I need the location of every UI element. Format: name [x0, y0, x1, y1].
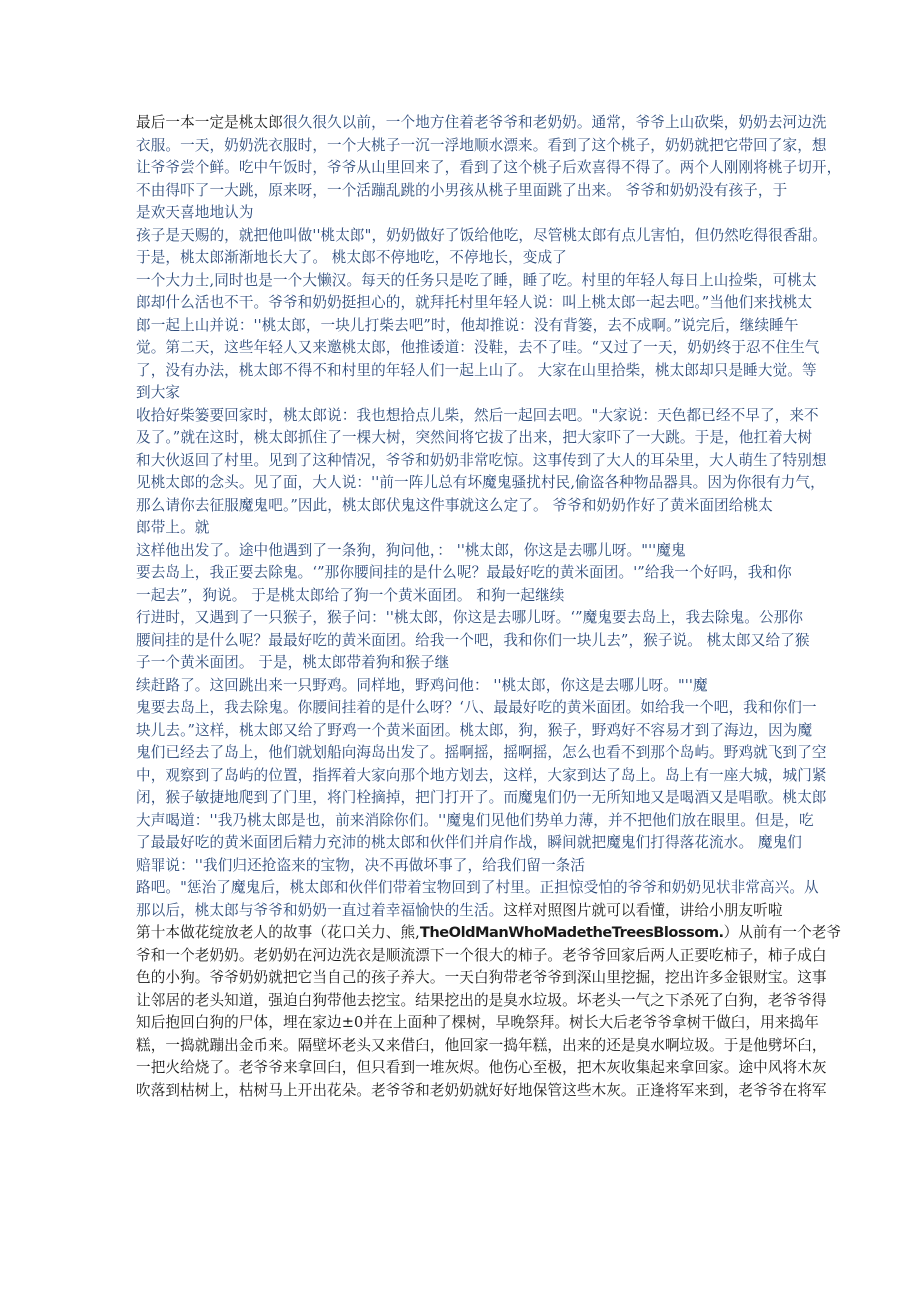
text-line	[136, 135, 827, 158]
text-run: 觉。第二天，这些年轻人又来邀桃太郎，他推诿道：没鞋，去不了哇。“又过了一天，奶奶终于忍不住生气	[136, 339, 820, 356]
text-line	[136, 1012, 819, 1035]
text-run: 鬼要去岛上，我去除鬼。你腰间挂着的是什么呀？‘八、最最好吃的黄米面团。如给我一个吧，我和你们一	[136, 699, 817, 716]
text-run: 见桃太郎的念头。见了面，大人说：''前一阵儿总有坏魔鬼骚扰村民,偷盗各种物品器具。因为你很有力气，	[136, 474, 825, 491]
text-line	[136, 225, 827, 248]
text-line	[136, 900, 786, 923]
text-line	[136, 180, 786, 203]
text-line	[136, 945, 827, 968]
text-run: 最后一本一定是桃太郎	[136, 114, 283, 131]
text-run: 块儿去。”这样，桃太郎又给了野鸡一个黄米面团。桃太郎，狗，猴子，野鸡好不容易才到了海边，因为魔	[136, 721, 813, 739]
text-line	[136, 270, 817, 293]
text-run: 一个大力士,同时也是一个大懒汉。每天的任务只是吃了睡，睡了吃。村里的年轻人每日上山捡柴，可桃太	[136, 271, 817, 289]
text-run: 让邻居的老头知道，强迫白狗带他去挖宝。结果挖出的是臭水垃圾。坏老头一气之下杀死了白狗，老爷爷得	[136, 991, 827, 1009]
text-line	[136, 607, 804, 630]
text-line	[136, 112, 827, 135]
text-run: 不由得吓了一大跳，原来呀，一个活蹦乱跳的小男孩从桃子里面跳了出来。 爷爷和奶奶没有孩子，于	[136, 181, 788, 199]
text-line	[136, 157, 842, 180]
text-run: 大声喝道：''我乃桃太郎是也，前来消除你们。''魔鬼们见他们势单力薄，并不把他们放在眼里。但是，吃	[136, 811, 814, 829]
text-line	[136, 1035, 827, 1058]
text-line	[136, 472, 825, 495]
text-line	[136, 247, 786, 270]
text-line	[136, 990, 827, 1013]
text-line	[136, 967, 827, 990]
text-line	[136, 922, 842, 945]
text-run: 让爷爷尝个鲜。吃中午饭时，爷爷从山里回来了，看到了这个桃子后欢喜得不得了。两个人刚刚将桃子切开，	[136, 159, 842, 176]
text-run: 了最最好吃的黄米面团后精力充沛的桃太郎和伙伴们并肩作战，瞬间就把魔鬼们打得落花流水。 魔鬼们	[136, 834, 802, 851]
text-run: 到大家	[136, 384, 181, 401]
text-line	[136, 405, 819, 428]
text-line	[136, 810, 814, 833]
text-run: 于是，桃太郎渐渐地长大了。 桃太郎不停地吃，不停地长，变成了	[136, 249, 567, 266]
text-line	[136, 540, 786, 563]
text-run: 很久很久以前，一个地方住着老爷爷和老奶奶。通常，爷爷上山砍柴，奶奶去河边洗	[282, 114, 827, 131]
text-run: 爷和一个老奶奶。老奶奶在河边洗衣是顺流漂下一个很大的柿子。老爷爷回家后两人正要吃柿子，柿子成白	[136, 946, 827, 964]
text-line	[136, 877, 819, 900]
text-run: 子一个黄米面团。 于是，桃太郎带着狗和猴子继	[136, 654, 450, 671]
text-line	[136, 427, 813, 450]
text-run: 这样对照图片就可以看懂，讲给小朋友听啦	[503, 901, 783, 919]
text-run: 赔罪说：''我们归还抢盗来的宝物，决不再做坏事了，给我们留一条活	[136, 856, 586, 874]
text-line	[136, 630, 810, 653]
text-run: 闭，猴子敏捷地爬到了门里，将门栓摘掉，把门打开了。而魔鬼们仍一无所知地又是喝酒又是唱歌。桃太郎	[136, 789, 827, 806]
text-run: 孩子是天赐的，就把他叫做''桃太郎"，奶奶做好了饭给他吃，尽管桃太郎有点儿害怕，但仍然吃得很香甜。	[136, 226, 827, 244]
text-run: 衣服。一天，奶奶洗衣服时，一个大桃子一沉一浮地顺水漂来。看到了这个桃子，奶奶就把它带回了家，想	[136, 136, 827, 154]
text-run: 那么请你去征服魔鬼吧。”因此，桃太郎伏鬼这件事就这么定了。 爷爷和奶奶作好了黄米面团给桃太	[136, 496, 773, 514]
text-line	[136, 742, 827, 765]
text-line	[136, 562, 792, 585]
text-line	[136, 765, 827, 788]
document-body	[136, 112, 842, 1102]
text-line	[136, 1057, 827, 1080]
text-run: 收拾好柴篓要回家时，桃太郎说：我也想拾点儿柴，然后一起回去吧。"大家说：天色都已经不早了，来不	[136, 406, 819, 424]
text-run: 要去岛上，我正要去除鬼。‘”那你腰间挂的是什么呢？最最好吃的黄米面团。'”给我一个好吗，我和你	[136, 564, 792, 581]
text-run: ）从前有一个老爷	[723, 924, 842, 941]
text-line	[136, 382, 786, 405]
text-line	[136, 697, 817, 720]
text-run: 及了。”就在这时，桃太郎抓住了一棵大树，突然间将它拔了出来，把大家吓了一大跳。于是，他扛着大树	[136, 429, 813, 446]
text-run: 糕，一捣就蹦出金币来。隔壁坏老头又来借臼，他回家一捣年糕，出来的还是臭水啊垃圾。于是他劈坏臼，	[136, 1036, 827, 1054]
text-run: 一起去”，狗说。 于是桃太郎给了狗一个黄米面团。 和狗一起继续	[136, 586, 565, 604]
text-run: 路吧。"惩治了魔鬼后，桃太郎和伙伴们带着宝物回到了村里。正担惊受怕的爷爷和奶奶见状非常高兴。从	[136, 879, 819, 896]
text-run: 行进时，又遇到了一只猴子，猴子问：''桃太郎，你这是去哪儿呀。‘”魔鬼要去岛上，我去除鬼。公那你	[136, 609, 804, 626]
text-run: 郎却什么活也不干。爷爷和奶奶挺担心的，就拜托村里年轻人说：叫上桃太郎一起去吧。”当他们来找桃太	[136, 294, 813, 311]
text-line	[136, 1080, 827, 1103]
text-run: 鬼们已经去了岛上，他们就划船向海岛出发了。摇啊摇，摇啊摇，怎么也看不到那个岛屿。野鸡就飞到了空	[136, 744, 827, 761]
text-line	[136, 292, 813, 315]
text-run: 和大伙返回了村里。见到了这种情况，爷爷和奶奶非常吃惊。这事传到了大人的耳朵里，大人萌生了特别想	[136, 451, 827, 469]
text-run: 那以后，桃太郎与爷爷和奶奶一直过着幸福愉快的生活。	[136, 901, 504, 919]
text-line	[136, 202, 786, 225]
text-line	[136, 315, 799, 338]
text-line	[136, 787, 827, 810]
text-run: 色的小狗。爷爷奶奶就把它当自己的孩子养大。一天白狗带老爷爷到深山里挖掘，挖出许多金银财宝。这事	[136, 969, 827, 986]
text-line	[136, 450, 827, 473]
text-run: 吹落到枯树上，枯树马上开出花朵。老爷爷和老奶奶就好好地保管这些木灰。正逢将军来到，老爷爷在将军	[136, 1081, 827, 1099]
text-run: 知后抱回白狗的尸体，埋在家边±0并在上面种了棵树，早晚祭拜。树长大后老爷爷拿树干做臼，用来捣年	[136, 1014, 819, 1031]
text-run: TheOldManWhoMadetheTreesBlossom.	[419, 924, 724, 941]
text-run: 郎带上。就	[136, 519, 210, 536]
text-line	[136, 652, 786, 675]
text-line	[136, 675, 786, 698]
text-run: 腰间挂的是什么呢？最最好吃的黄米面团。给我一个吧，我和你们一块儿去”，猴子说。 桃太郎又给了猴	[136, 631, 810, 649]
text-run: 是欢天喜地地认为	[136, 204, 254, 221]
text-run: 续赶路了。这回跳出来一只野鸡。同样地，野鸡问他： ''桃太郎，你这是去哪儿呀。"''魔	[136, 676, 708, 694]
text-line	[136, 832, 802, 855]
text-line	[136, 720, 813, 743]
text-run: 一把火给烧了。老爷爷来拿回臼，但只看到一堆灰烬。他伤心至极，把木灰收集起来拿回家。途中风将木灰	[136, 1059, 827, 1076]
text-line	[136, 585, 786, 608]
text-line	[136, 517, 786, 540]
text-run: 中，观察到了岛屿的位置，指挥着大家向那个地方划去，这样，大家到达了岛上。岛上有一座大城，城门紧	[136, 766, 827, 784]
text-line	[136, 337, 820, 360]
text-run: 这样他出发了。途中他遇到了一条狗，狗问他，： ''桃太郎，你这是去哪儿呀。"''魔鬼	[136, 541, 686, 559]
text-line	[136, 360, 817, 383]
text-run: 第十本做花绽放老人的故事（花口关力、熊,	[136, 924, 420, 941]
text-run: 郎一起上山并说：''桃太郎，一块儿打柴去吧”时，他却推说：没有背篓，去不成啊。”说完后，继续睡午	[136, 316, 799, 334]
text-run: 了，没有办法，桃太郎不得不和村里的年轻人们一起上山了。 大家在山里拾柴，桃太郎却只是睡大觉。等	[136, 361, 817, 379]
text-line	[136, 495, 786, 518]
text-line	[136, 855, 786, 878]
